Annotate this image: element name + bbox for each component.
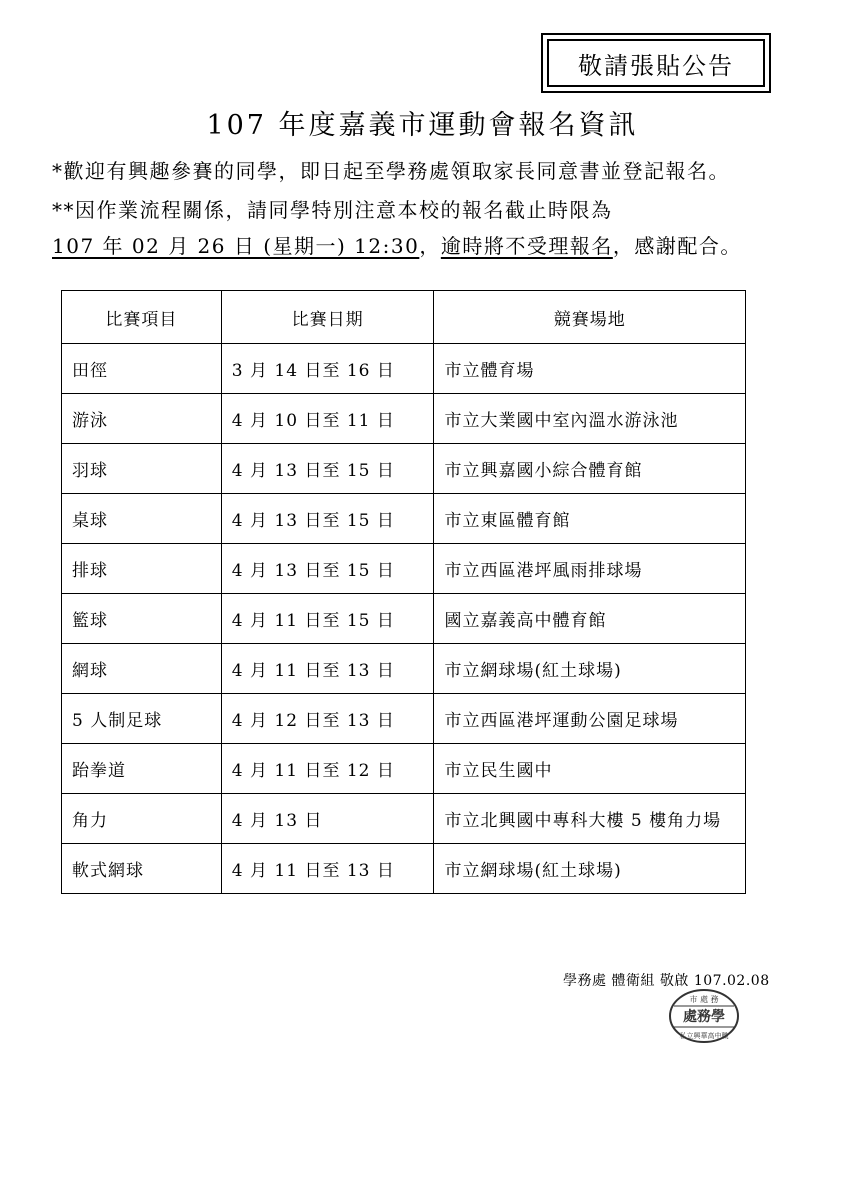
venue-cell: 市立民生國中	[434, 744, 746, 794]
venue-cell: 國立嘉義高中體育館	[434, 594, 746, 644]
venue-cell: 市立西區港坪運動公園足球場	[434, 694, 746, 744]
table-row	[62, 344, 746, 394]
date-cell: 4 月 13 日至 15 日	[221, 544, 434, 594]
event-cell: 籃球	[62, 594, 222, 644]
deadline-text: 107 年 02 月 26 日 (星期一) 12:30	[52, 234, 420, 258]
header-venue: 競賽場地	[434, 291, 746, 344]
event-cell: 跆拳道	[62, 744, 222, 794]
date-cell: 4 月 13 日至 15 日	[221, 444, 434, 494]
notice-label: 敬請張貼公告	[547, 39, 765, 87]
seal-top-text: 市 處 務	[689, 995, 719, 1004]
table-row	[62, 494, 746, 544]
table-row	[62, 644, 746, 694]
competition-table	[61, 290, 746, 894]
table-row	[62, 444, 746, 494]
signature-line: 學務處 體衛組 敬啟 107.02.08	[563, 973, 770, 989]
table-row	[62, 394, 746, 444]
date-cell: 3 月 14 日至 16 日	[221, 344, 434, 394]
venue-cell: 市立大業國中室內溫水游泳池	[434, 394, 746, 444]
table-row	[62, 844, 746, 894]
venue-cell: 市立興嘉國小綜合體育館	[434, 444, 746, 494]
venue-cell: 市立體育場	[434, 344, 746, 394]
notice-label-box	[541, 33, 771, 93]
seal-center-text: 處務學	[683, 1009, 725, 1025]
table-row	[62, 744, 746, 794]
thanks-text: ，感謝配合。	[612, 234, 742, 258]
event-cell: 角力	[62, 794, 222, 844]
date-cell: 4 月 13 日	[221, 794, 434, 844]
event-cell: 5 人制足球	[62, 694, 222, 744]
venue-cell: 市立西區港坪風雨排球場	[434, 544, 746, 594]
venue-cell: 市立網球場(紅土球場)	[434, 844, 746, 894]
page-title: 107 年度嘉義市運動會報名資訊	[206, 110, 639, 141]
table-row	[62, 544, 746, 594]
intro-line-3	[52, 230, 742, 259]
seal-bottom-text: 私立興華高中職	[679, 1032, 729, 1040]
event-cell: 桌球	[62, 494, 222, 544]
table-row	[62, 594, 746, 644]
warning-text: 逾時將不受理報名	[440, 234, 613, 258]
header-date: 比賽日期	[221, 291, 434, 344]
comma-text: ，	[419, 234, 441, 258]
venue-cell: 市立東區體育館	[434, 494, 746, 544]
date-cell: 4 月 13 日至 15 日	[221, 494, 434, 544]
table-row	[62, 694, 746, 744]
table-header-row	[62, 291, 746, 344]
date-cell: 4 月 12 日至 13 日	[221, 694, 434, 744]
event-cell: 網球	[62, 644, 222, 694]
venue-cell: 市立北興國中專科大樓 5 樓角力場	[434, 794, 746, 844]
event-cell: 羽球	[62, 444, 222, 494]
venue-cell: 市立網球場(紅土球場)	[434, 644, 746, 694]
table-row	[62, 794, 746, 844]
event-cell: 軟式網球	[62, 844, 222, 894]
intro-line-2: **因作業流程關係，請同學特別注意本校的報名截止時限為	[52, 198, 613, 222]
date-cell: 4 月 11 日至 15 日	[221, 594, 434, 644]
event-cell: 游泳	[62, 394, 222, 444]
intro-line-1: *歡迎有興趣參賽的同學，即日起至學務處領取家長同意書並登記報名。	[52, 159, 730, 183]
date-cell: 4 月 11 日至 12 日	[221, 744, 434, 794]
date-cell: 4 月 11 日至 13 日	[221, 644, 434, 694]
event-cell: 排球	[62, 544, 222, 594]
date-cell: 4 月 10 日至 11 日	[221, 394, 434, 444]
header-event: 比賽項目	[62, 291, 222, 344]
event-cell: 田徑	[62, 344, 222, 394]
school-seal-icon	[668, 988, 740, 1044]
date-cell: 4 月 11 日至 13 日	[221, 844, 434, 894]
